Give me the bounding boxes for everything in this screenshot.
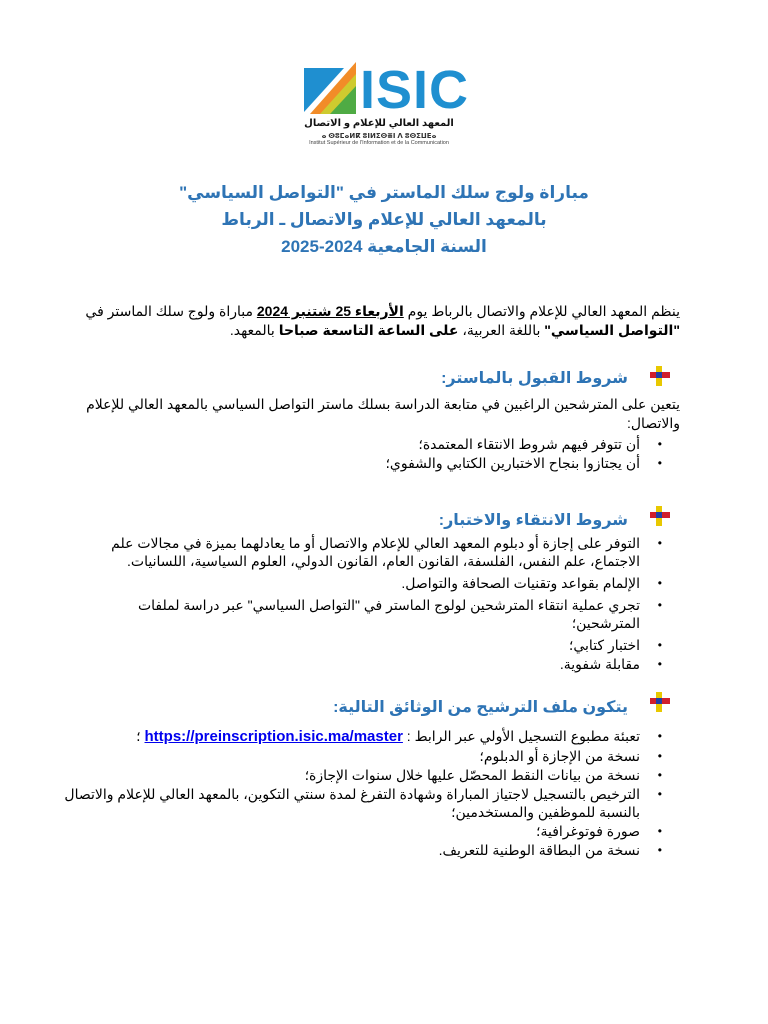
logo-brand-text: ISIC	[360, 60, 470, 120]
list-item	[40, 727, 680, 746]
list-item: • الترخيص بالتسجيل لاجتياز المباراة وشهادة التفرغ لمدة سنتي التكوين، بالمعهد العالي للإعلام والاتصال بالنسبة للموظفين والمستخدمين؛	[60, 785, 680, 821]
title-line-1: مباراة ولوج سلك الماستر في "التواصل السياسي"	[179, 183, 589, 202]
section3-list	[40, 727, 680, 860]
logo-french-name: Institut Supérieur de l'Information et de la Communication	[309, 140, 449, 146]
registration-end: ؛	[136, 728, 145, 744]
list-item: • تجري عملية انتقاء المترشحين لولوج الماستر في "التواصل السياسي" عبر دراسة لملفات المترشحين؛	[80, 596, 680, 632]
registration-text: تعبئة مطبوع التسجيل الأولي عبر الرابط :	[402, 728, 640, 744]
list-item: • اختبار كتابي؛	[80, 636, 680, 654]
title-line-2: بالمعهد العالي للإعلام والاتصال ـ الرباط	[221, 210, 547, 229]
logo-tifinagh-name: ⴰ ⵙⵓⵎⴰⵍⴽ ⵓⵏⵍⵉⵙⴻⵏ ⴷ ⵓⵙⵉⵡⴹⴰ	[321, 133, 437, 140]
list-item: • أن تتوفر فيهم شروط الانتقاء المعتمدة؛	[80, 435, 680, 453]
intro-time: على الساعة التاسعة صباحا	[278, 322, 459, 338]
section1-list	[80, 435, 680, 473]
list-item: • الإلمام بقواعد وتقنيات الصحافة والتواصل.	[80, 574, 680, 592]
list-item: • نسخة من البطاقة الوطنية للتعريف.	[40, 841, 680, 859]
section-bullet-icon	[648, 364, 672, 388]
list-item: • نسخة من الإجازة أو الدبلوم؛	[40, 747, 680, 765]
preinscription-link[interactable]: https://preinscription.isic.ma/master	[144, 728, 403, 745]
section3-heading: يتكون ملف الترشيح من الوثائق التالية:	[333, 699, 628, 716]
section-bullet-icon	[648, 504, 672, 528]
section2-heading: شروط الانتقاء والاختبار:	[438, 512, 628, 529]
intro-paragraph	[80, 302, 680, 340]
list-item: • صورة فوتوغرافية؛	[40, 822, 680, 840]
intro-text-3: باللغة العربية،	[458, 322, 545, 338]
intro-text-4: بالمعهد.	[229, 322, 279, 338]
section2-list	[80, 534, 680, 674]
title-line-3: السنة الجامعية 2024-2025	[281, 237, 487, 256]
section1-text: يتعين على المترشحين الراغبين في متابعة الدراسة بسلك ماستر التواصل السياسي بالمعهد العالي للإعلام والاتصال:	[86, 396, 680, 431]
section1-heading: شروط القبول بالماستر:	[441, 370, 628, 387]
isic-logo-mark-icon	[300, 60, 358, 118]
list-item: • نسخة من بيانات النقط المحصّل عليها خلال سنوات الإجازة؛	[40, 766, 680, 784]
intro-program: "التواصل السياسي"	[544, 322, 680, 338]
intro-text-2: مباراة ولوج سلك الماستر في	[85, 303, 257, 319]
intro-text-1: ينظم المعهد العالي للإعلام والاتصال بالرباط يوم	[403, 303, 680, 319]
isic-logo	[300, 60, 470, 148]
intro-date: الأربعاء 25 شتنبر 2024	[256, 303, 404, 319]
list-item: • التوفر على إجازة أو دبلوم المعهد العالي للإعلام والاتصال أو ما يعادلهما بميزة في مجالات علم الاجتماع، علم النفس، الفلسفة، القانون العام، القانون الدولي، العلوم السياسية، اللسانيات.	[80, 534, 680, 570]
list-item: • مقابلة شفوية.	[80, 655, 680, 673]
list-item: • أن يجتازوا بنجاح الاختبارين الكتابي والشفوي؛	[80, 454, 680, 472]
logo-arabic-name: المعهد العالي للإعلام و الاتصال	[304, 118, 454, 129]
section-bullet-icon	[648, 690, 672, 714]
